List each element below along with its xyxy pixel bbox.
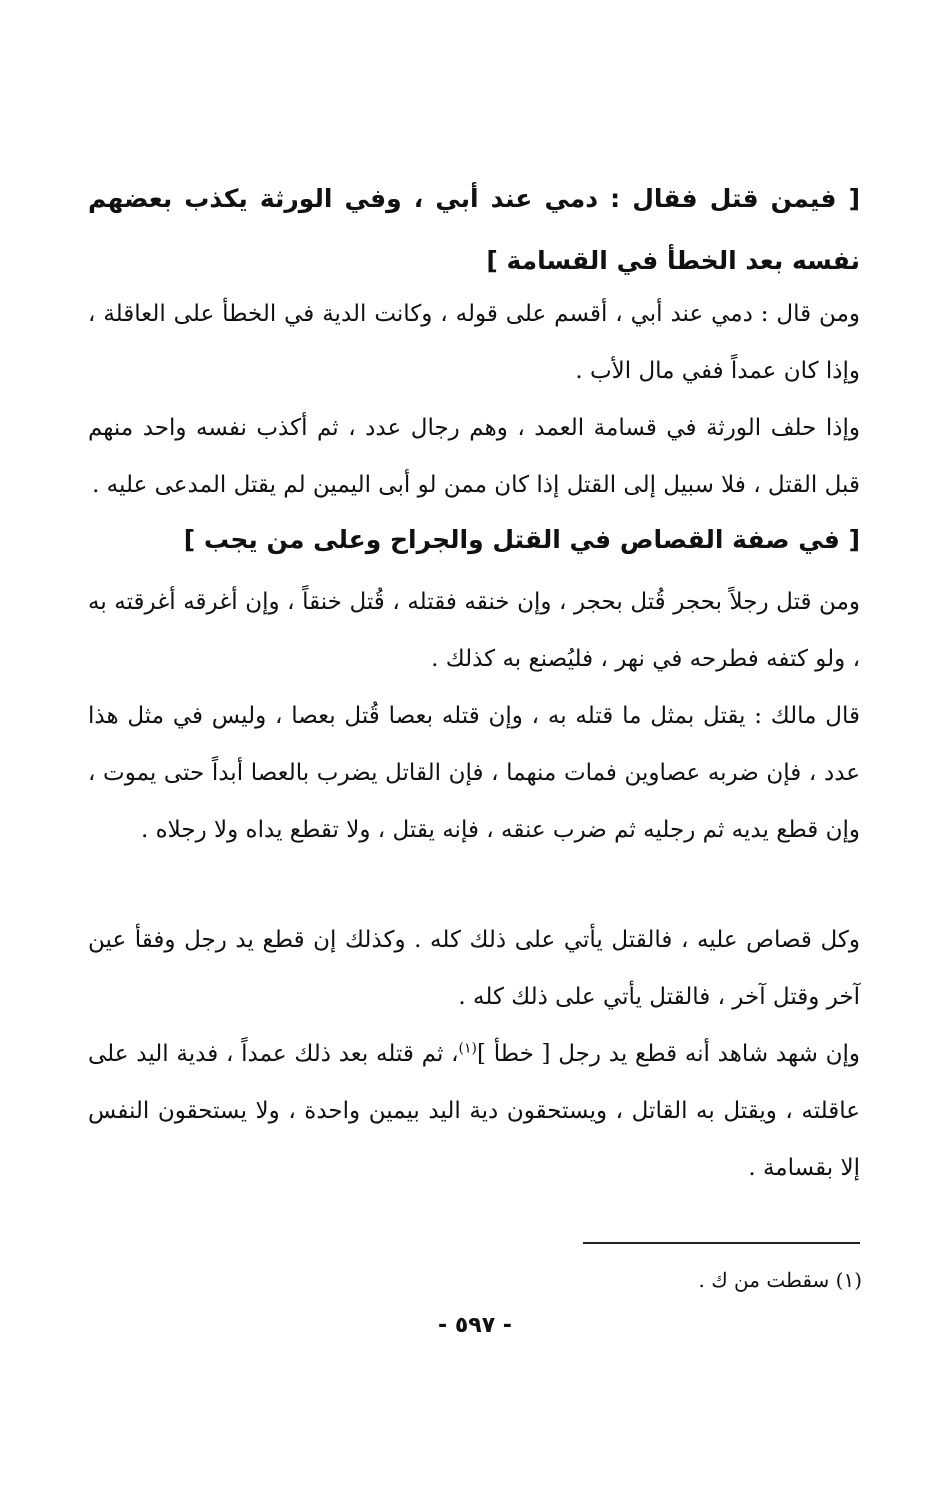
paragraph-malik-saying: قال مالك : يقتل بمثل ما قتله به ، وإن قتله بعصا قُتل بعصا ، وليس في مثل هذا عدد ، فإن ضربه عصاوين فمات منهما ، فإن القاتل يضرب بالعصا أبداً حتى يموت ، وإن قطع يديه ثم رجليه ثم ضرب عنقه ، فإنه يقتل ، ولا تقطع يداه ولا رجلاه . (88, 703, 860, 843)
paragraph-every-qisas: وكل قصاص عليه ، فالقتل يأتي على ذلك كله . وكذلك إن قطع يد رجل وفقأ عين آخر وقتل آخر ، فالقتل يأتي على ذلك كله . (88, 927, 860, 1010)
footnote-divider (583, 1242, 860, 1244)
paragraph-stone-killing: ومن قتل رجلاً بحجر قُتل بحجر ، وإن خنقه فقتله ، قُتل خنقاً ، وإن أغرقه أغرقته به ، ولو كتفه فطرحه في نهر ، فليُصنع به كذلك . (88, 589, 860, 672)
section-heading-qisas: [ في صفة القصاص في القتل والجراح وعلى من يجب ] (183, 525, 860, 554)
paragraph-witness (88, 1026, 860, 1197)
paragraph-witness-end: ، ثم قتله بعد ذلك عمداً ، فدية اليد على عاقلته ، ويقتل به القاتل ، ويستحقون دية اليد بيمين واحدة ، ولا يستحقون النفس إلا بقسامة . (88, 1041, 860, 1181)
paragraph-heirs-oath: وإذا حلف الورثة في قسامة العمد ، وهم رجال عدد ، ثم أكذب نفسه واحد منهم قبل القتل ، فلا سبيل إلى القتل إذا كان ممن لو أبى اليمين لم يقتل المدعى عليه . (88, 415, 860, 498)
paragraph-dami-inda-abi: ومن قال : دمي عند أبي ، أقسم على قوله ، وكانت الدية في الخطأ على العاقلة ، وإذا كان عمداً ففي مال الأب . (88, 301, 860, 384)
footnote-marker: (١) (458, 1040, 477, 1057)
page-number: - ٥٩٧ - (438, 1313, 512, 1338)
footnote-text: (١) سقطت من ك . (698, 1268, 862, 1292)
paragraph-witness-start: وإن شهد شاهد أنه قطع يد رجل [ خطأ ] (477, 1041, 860, 1067)
section-heading-qasama: [ فيمن قتل فقال : دمي عند أبي ، وفي الورثة يكذب بعضهم نفسه بعد الخطأ في القسامة ] (88, 184, 860, 275)
